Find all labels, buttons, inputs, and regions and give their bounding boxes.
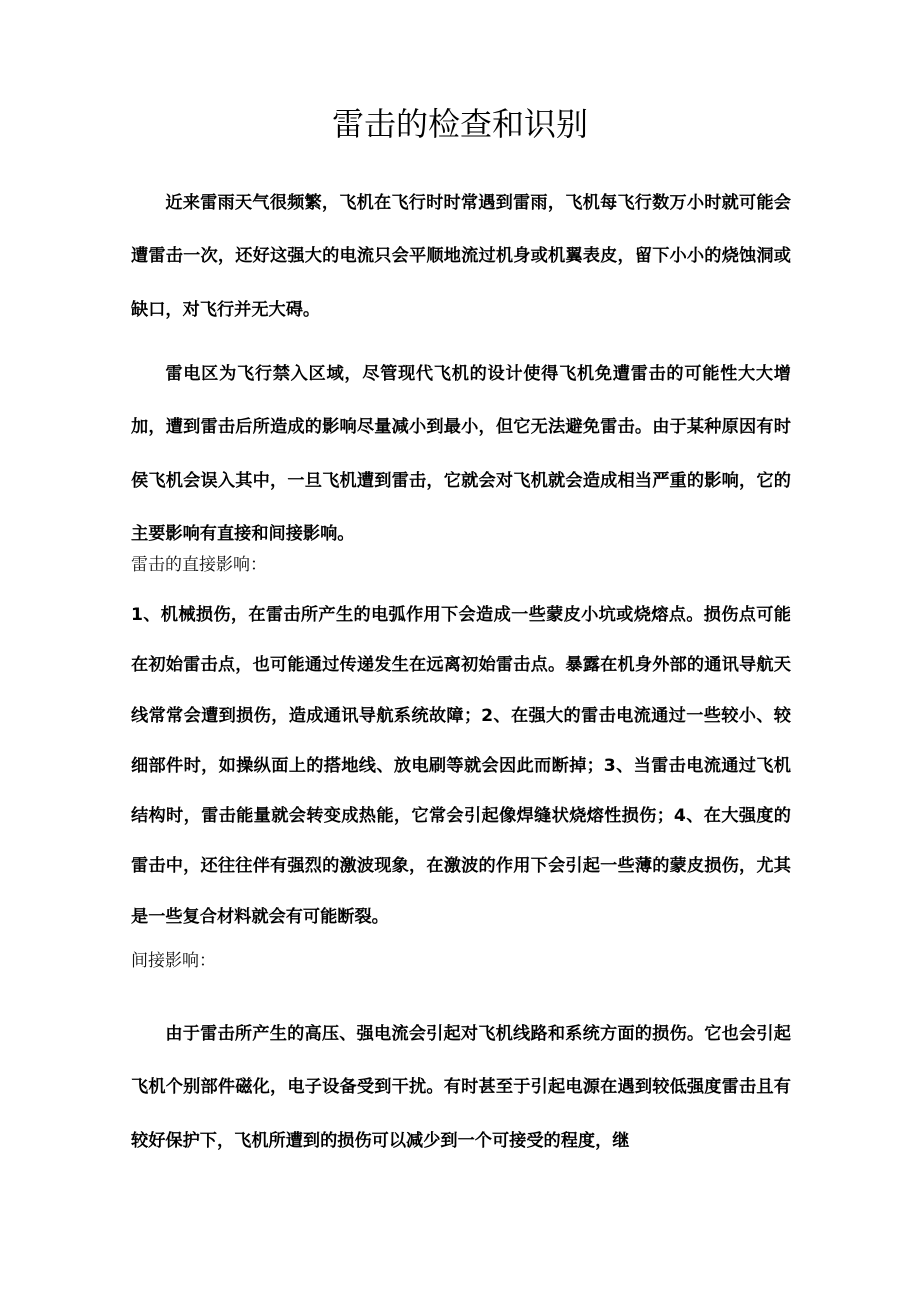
direct-effects-paragraph: 1、机械损伤，在雷击所产生的电弧作用下会造成一些蒙皮小坑或烧熔点。损伤点可能在初始雷击点，也可能通过传递发生在远离初始雷击点。暴露在机身外部的通讯导航天线常常会遭到损伤，造成通讯导航系统故障；2、在强大的雷击电流通过一些较小、较细部件时，如操纵面上的搭地线、放电刷等就会因此而断掉；3、当雷击电流通过飞机结构时，雷击能量就会转变成热能，它常会引起像焊缝状烧熔性损伤；4、在大强度的雷击中，还往往伴有强烈的激波现象，在激波的作用下会引起一些薄的蒙皮损伤，尤其是一些复合材料就会有可能断裂。 [131,605,791,927]
document-title: 雷击的检查和识别 [331,105,588,143]
indirect-effects-heading: 间接影响： [131,951,216,971]
indirect-effects-paragraph: 由于雷击所产生的高压、强电流会引起对飞机线路和系统方面的损伤。它也会引起飞机个别部件磁化，电子设备受到干扰。有时甚至于引起电源在遇到较低强度雷击且有较好保护下，飞机所遭到的损伤可以减少到一个可接受的程度，继 [131,1024,791,1151]
direct-effects-heading: 雷击的直接影响： [131,555,267,575]
intro-paragraph: 近来雷雨天气很频繁，飞机在飞行时时常遇到雷雨，飞机每飞行数万小时就可能会遭雷击一次，还好这强大的电流只会平顺地流过机身或机翼表皮，留下小小的烧蚀洞或缺口，对飞行并无大碍。 [131,193,791,320]
lightning-zone-paragraph: 雷电区为飞行禁入区域，尽管现代飞机的设计使得飞机免遭雷击的可能性大大增加，遭到雷击后所造成的影响尽量减小到最小，但它无法避免雷击。由于某种原因有时侯飞机会误入其中，一旦飞机遭到雷击，它就会对飞机就会造成相当严重的影响，它的主要影响有直接和间接影响。 [131,364,791,544]
